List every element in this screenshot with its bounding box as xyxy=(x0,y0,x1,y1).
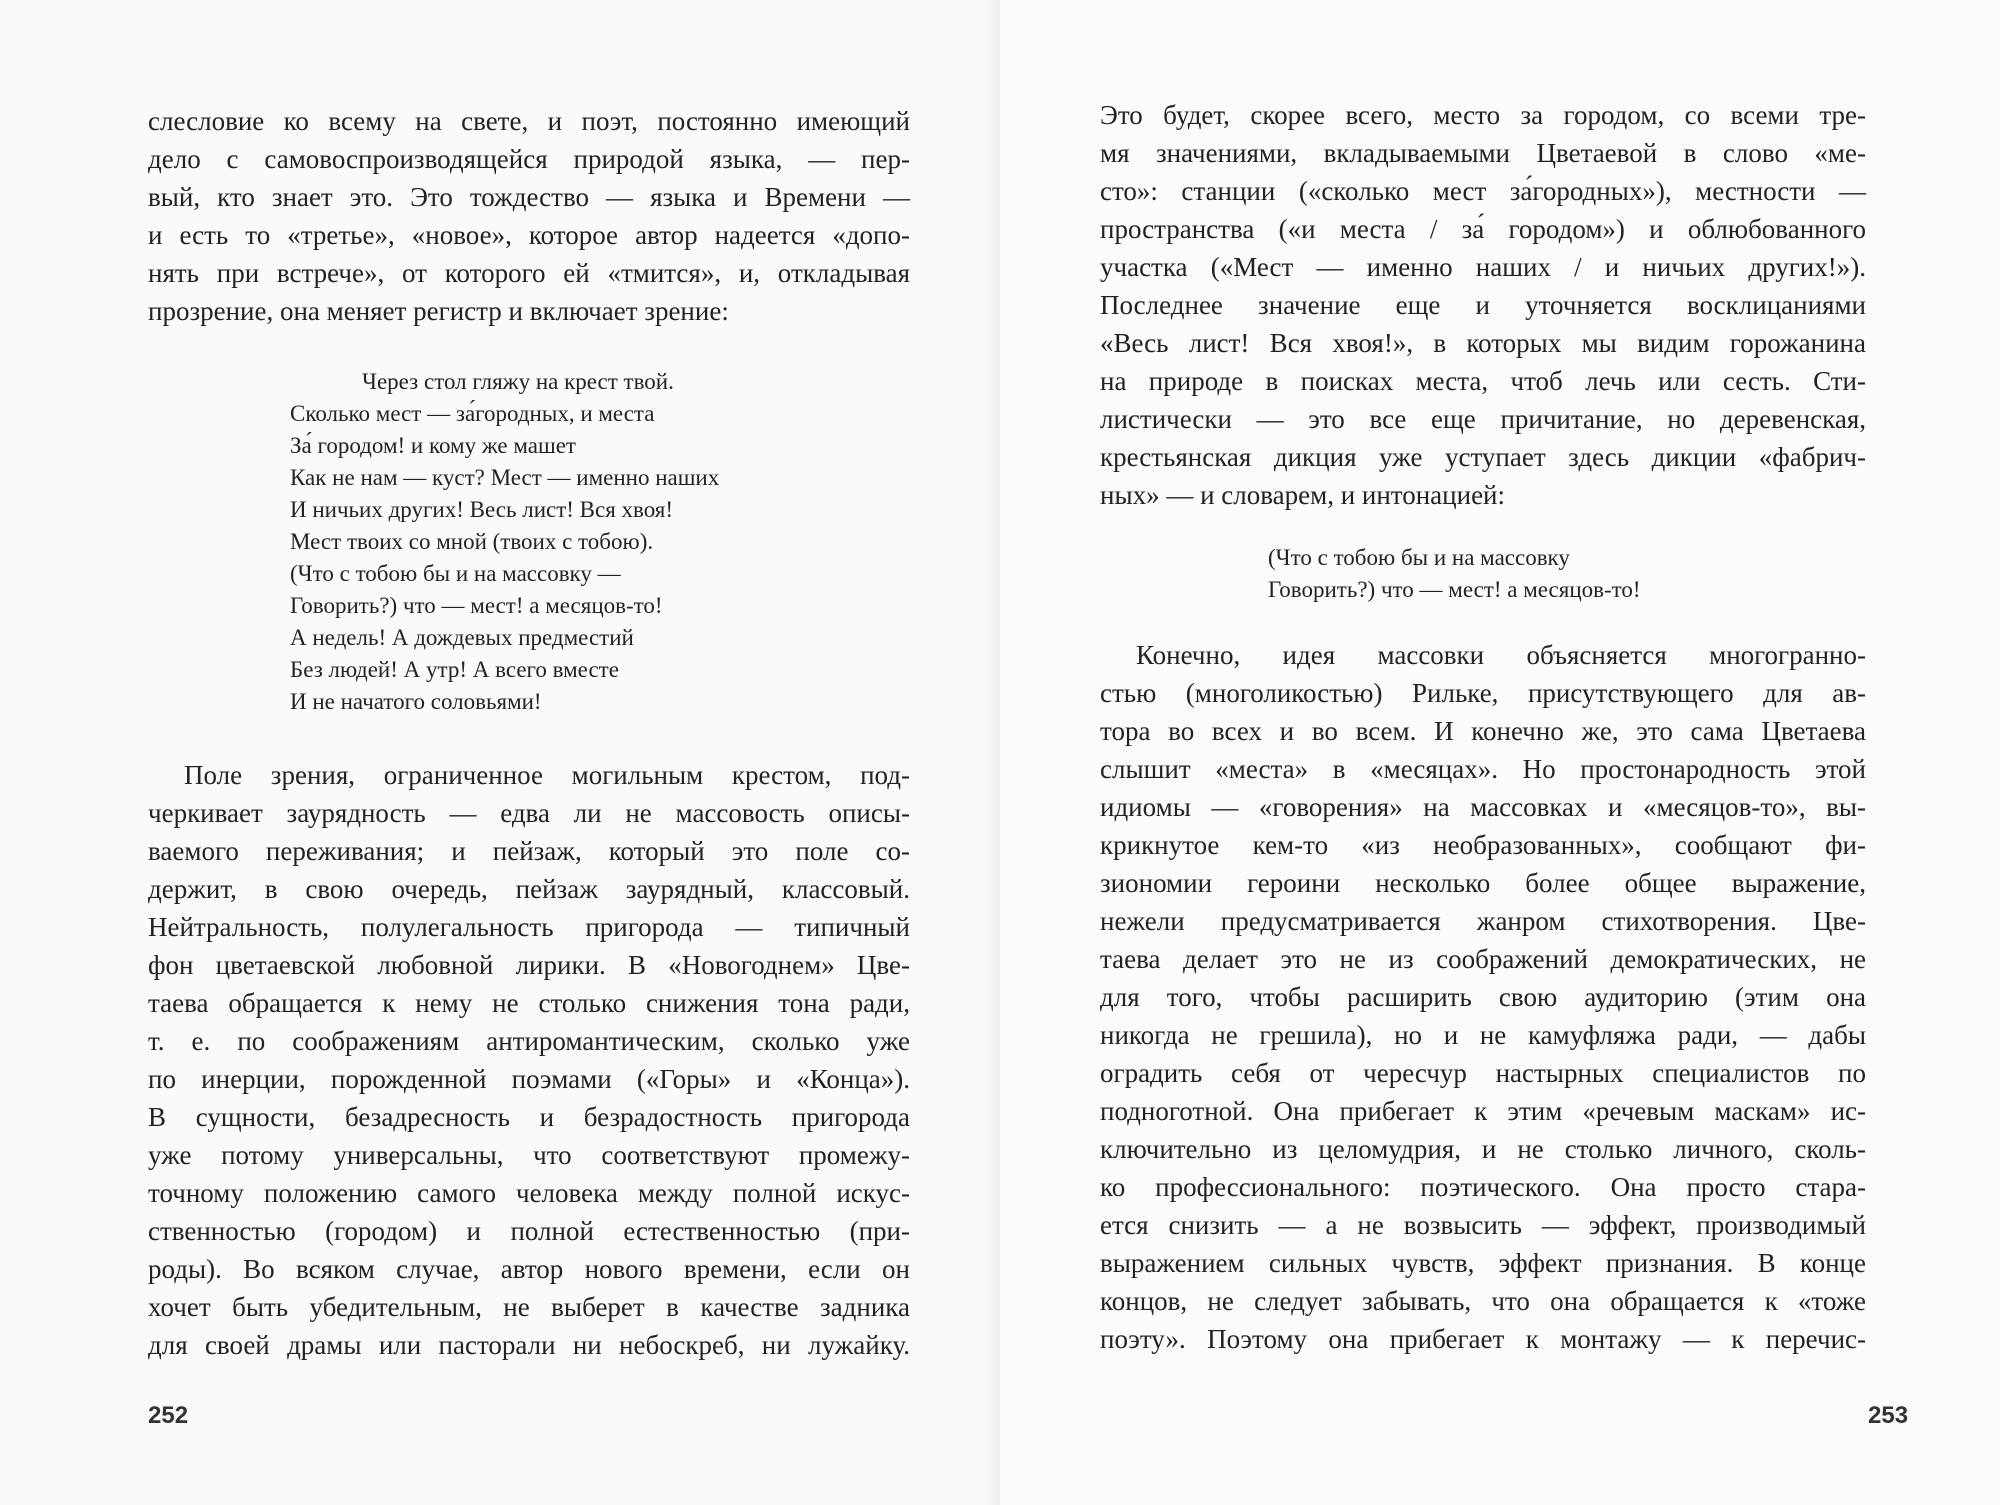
text-line: ется снизить — а не возвысить — эффект, производимый xyxy=(1100,1210,1866,1240)
text-line: точному положению самого человека между полной искус- xyxy=(148,1178,910,1208)
verse-line: Говорить?) что — мест! а месяцов-то! xyxy=(290,593,663,618)
text-line: дело с самовоспроизводящейся природой языка, — пер- xyxy=(148,144,910,174)
text-line: В сущности, безадресность и безрадостность пригорода xyxy=(148,1102,910,1132)
text-line: хочет быть убедительным, не выберет в качестве задника xyxy=(148,1292,910,1322)
text-line: идиомы — «говорения» на массовках и «месяцов-то», вы- xyxy=(1100,792,1866,822)
verse-line: Как не нам — куст? Мест — именно наших xyxy=(290,465,720,490)
text-line: Нейтральность, полулегальность пригорода — типичный xyxy=(148,912,910,942)
page-number-left: 252 xyxy=(148,1402,189,1429)
verse-line: Сколько мест — за́городных, и места xyxy=(290,401,655,426)
text-line: «Весь лист! Вся хвоя!», в которых мы видим горожанина xyxy=(1100,328,1866,358)
text-line: на природе в поисках места, чтоб лечь или сесть. Сти- xyxy=(1100,366,1866,396)
text-line: таева обращается к нему не столько снижения тона ради, xyxy=(148,988,910,1018)
text-line: тора во всех и во всем. И конечно же, это сама Цветаева xyxy=(1100,716,1866,746)
text-line: уже потому универсальны, что соответствуют промежу- xyxy=(148,1140,910,1170)
text-line: выражением сильных чувств, эффект признания. В конце xyxy=(1100,1248,1866,1278)
text-line: Это будет, скорее всего, место за городом, со всеми тре- xyxy=(1100,100,1866,130)
verse-line: (Что с тобою бы и на массовку — xyxy=(290,561,621,586)
text-line: крестьянская дикция уже уступает здесь дикции «фабрич- xyxy=(1100,442,1866,472)
text-line: крикнутое кем-то «из необразованных», сообщают фи- xyxy=(1100,830,1866,860)
verse-line: За́ городом! и кому же машет xyxy=(290,433,576,458)
text-line: держит, в свою очередь, пейзаж заурядный, классовый. xyxy=(148,874,910,904)
text-line: для своей драмы или пасторали ни небоскреб, ни лужайку. xyxy=(148,1330,910,1360)
text-line: Поле зрения, ограниченное могильным крестом, под- xyxy=(184,760,910,790)
text-line: пространства («и места / за́ городом») и облюбованного xyxy=(1100,214,1866,244)
text-line: ко профессионального: поэтического. Она просто стара- xyxy=(1100,1172,1866,1202)
text-line: нять при встрече», от которого ей «тмится», и, откладывая xyxy=(148,258,910,288)
text-line: участка («Мест — именно наших / и ничьих других!»). xyxy=(1100,252,1866,282)
text-line: сто»: станции («сколько мест за́городных»), местности — xyxy=(1100,176,1866,206)
text-line: подноготной. Она прибегает к этим «речевым маскам» ис- xyxy=(1100,1096,1866,1126)
right-paragraph-1 xyxy=(1100,96,1866,514)
text-line: никогда не грешила), но и не камуфляжа ради, — дабы xyxy=(1100,1020,1866,1050)
text-line: роды). Во всяком случае, автор нового времени, если он xyxy=(148,1254,910,1284)
left-verse-quote xyxy=(290,366,910,718)
text-line: слышит «места» в «месяцах». Но простонародность этой xyxy=(1100,754,1866,784)
verse-line: Говорить?) что — мест! а месяцов-то! xyxy=(1268,577,1641,602)
text-line: мя значениями, вкладываемыми Цветаевой в слово «ме- xyxy=(1100,138,1866,168)
verse-line: Без людей! А утр! А всего вместе xyxy=(290,657,619,682)
verse-line: А недель! А дождевых предместий xyxy=(290,625,634,650)
text-line: стью (многоликостью) Рильке, присутствующего для ав- xyxy=(1100,678,1866,708)
text-line: фон цветаевской любовной лирики. В «Новогоднем» Цве- xyxy=(148,950,910,980)
right-verse-quote xyxy=(1268,542,1866,606)
right-page xyxy=(1000,0,2000,1505)
right-paragraph-2 xyxy=(1100,636,1866,1358)
text-line: оградить себя от чересчур настырных специалистов по xyxy=(1100,1058,1866,1088)
text-line: зиономии героини несколько более общее выражение, xyxy=(1100,868,1866,898)
text-line: и есть то «третье», «новое», которое автор надеется «допо- xyxy=(148,220,910,250)
text-line: для того, чтобы расширить свою аудиторию (этим она xyxy=(1100,982,1866,1012)
text-line: вый, кто знает это. Это тождество — языка и Времени — xyxy=(148,182,910,212)
text-line: нежели предусматривается жанром стихотворения. Цве- xyxy=(1100,906,1866,936)
text-line: т. е. по соображениям антиромантическим, сколько уже xyxy=(148,1026,910,1056)
text-line: поэту». Поэтому она прибегает к монтажу — к перечис- xyxy=(1100,1324,1866,1354)
page-number-right: 253 xyxy=(1868,1402,1909,1429)
text-line: ваемого переживания; и пейзаж, который это поле со- xyxy=(148,836,910,866)
text-line: листически — это все еще причитание, но деревенская, xyxy=(1100,404,1866,434)
verse-line: Через стол гляжу на крест твой. xyxy=(362,369,674,394)
right-page-text xyxy=(1100,96,1866,1358)
text-line: Конечно, идея массовки объясняется многогранно- xyxy=(1136,640,1866,670)
text-line: концов, не следует забывать, что она обращается к «тоже xyxy=(1100,1286,1866,1316)
text-line: ных» — и словарем, и интонацией: xyxy=(1100,480,1505,510)
text-line: ственностью (городом) и полной естественностью (при- xyxy=(148,1216,910,1246)
text-line: слесловие ко всему на свете, и поэт, постоянно имеющий xyxy=(148,106,910,136)
text-line: таева делает это не из соображений демократических, не xyxy=(1100,944,1866,974)
text-line: Последнее значение еще и уточняется восклицаниями xyxy=(1100,290,1866,320)
text-line: черкивает заурядность — едва ли не массовость описы- xyxy=(148,798,910,828)
verse-line: (Что с тобою бы и на массовку xyxy=(1268,545,1570,570)
verse-line: И не начатого соловьями! xyxy=(290,689,542,714)
text-line: по инерции, порожденной поэмами («Горы» и «Конца»). xyxy=(148,1064,910,1094)
text-line: прозрение, она меняет регистр и включает зрение: xyxy=(148,296,729,326)
left-page-text xyxy=(148,102,910,1364)
left-paragraph-1 xyxy=(148,102,910,330)
verse-line: И ничьих других! Весь лист! Вся хвоя! xyxy=(290,497,674,522)
text-line: ключительно из целомудрия, и не столько личного, сколь- xyxy=(1100,1134,1866,1164)
left-paragraph-2 xyxy=(148,756,910,1364)
verse-line: Мест твоих со мной (твоих с тобою). xyxy=(290,529,654,554)
